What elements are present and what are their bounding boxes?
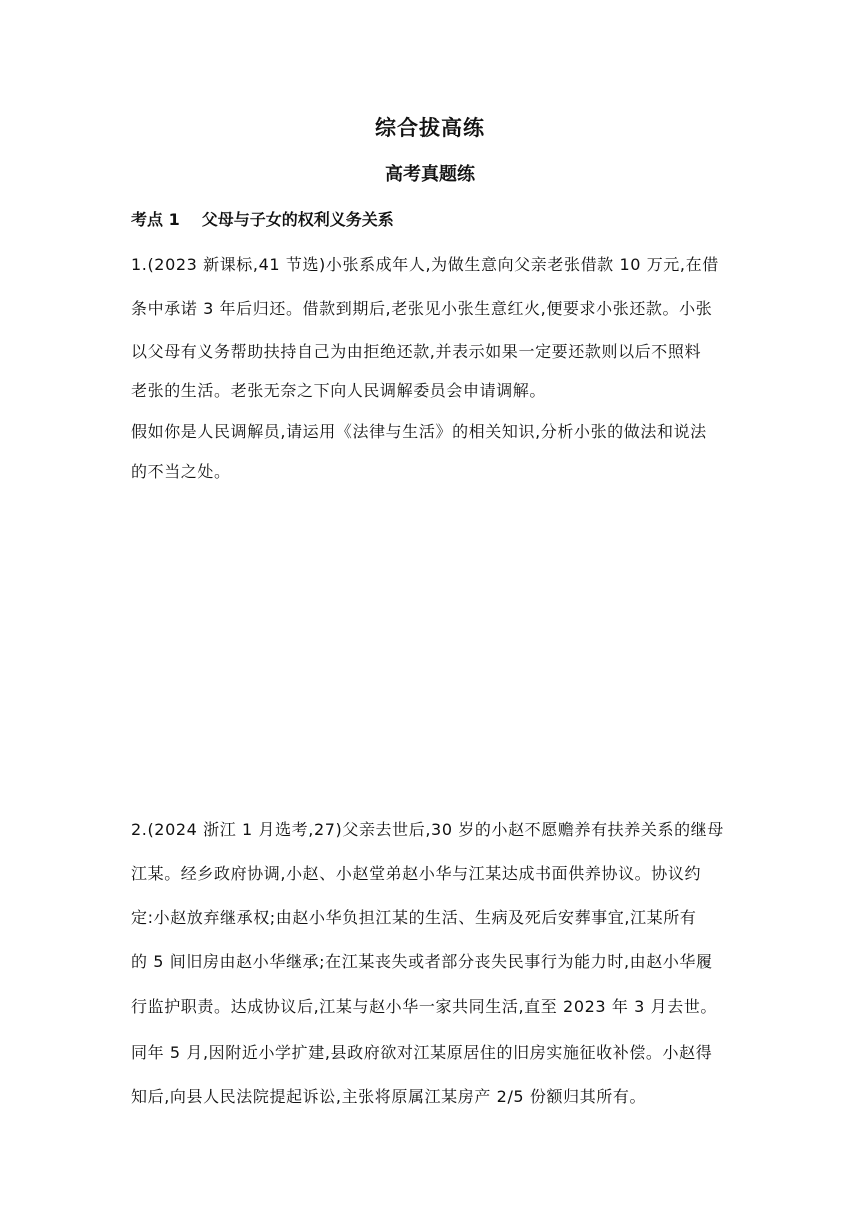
question-1-line: 1.(2023 新课标,41 节选)小张系成年人,为做生意向父亲老张借款 10 万元,在借 bbox=[131, 255, 719, 274]
question-2-line: 的 5 间旧房由赵小华继承;在江某丧失或者部分丧失民事行为能力时,由赵小华履 bbox=[131, 952, 713, 971]
question-1-line: 条中承诺 3 年后归还。借款到期后,老张见小张生意红火,便要求小张还款。小张 bbox=[131, 299, 713, 318]
question-2-line: 定:小赵放弃继承权;由赵小华负担江某的生活、生病及死后安葬事宜,江某所有 bbox=[131, 908, 697, 927]
kaodian-heading bbox=[131, 207, 394, 230]
section-title: 高考真题练 bbox=[385, 164, 475, 185]
question-1-line: 假如你是人民调解员,请运用《法律与生活》的相关知识,分析小张的做法和说法 bbox=[131, 422, 707, 441]
kaodian-topic: 父母与子女的权利义务关系 bbox=[201, 210, 394, 229]
question-2-line: 2.(2024 浙江 1 月选考,27)父亲去世后,30 岁的小赵不愿赡养有扶养关系的继母 bbox=[131, 820, 724, 839]
question-2-line: 同年 5 月,因附近小学扩建,县政府欲对江某原居住的旧房实施征收补偿。小赵得 bbox=[131, 1043, 713, 1062]
question-1-line: 老张的生活。老张无奈之下向人民调解委员会申请调解。 bbox=[131, 381, 547, 400]
page-title: 综合拔高练 bbox=[375, 116, 485, 140]
kaodian-label: 考点 1 bbox=[131, 210, 180, 229]
question-2-line: 知后,向县人民法院提起诉讼,主张将原属江某房产 2/5 份额归其所有。 bbox=[131, 1087, 647, 1106]
question-1-line: 的不当之处。 bbox=[131, 462, 231, 481]
question-2-line: 江某。经乡政府协调,小赵、小赵堂弟赵小华与江某达成书面供养协议。协议约 bbox=[131, 864, 702, 883]
question-1-line: 以父母有义务帮助扶持自己为由拒绝还款,并表示如果一定要还款则以后不照料 bbox=[131, 342, 702, 361]
question-2-line: 行监护职责。达成协议后,江某与赵小华一家共同生活,直至 2023 年 3 月去世。 bbox=[131, 997, 718, 1016]
